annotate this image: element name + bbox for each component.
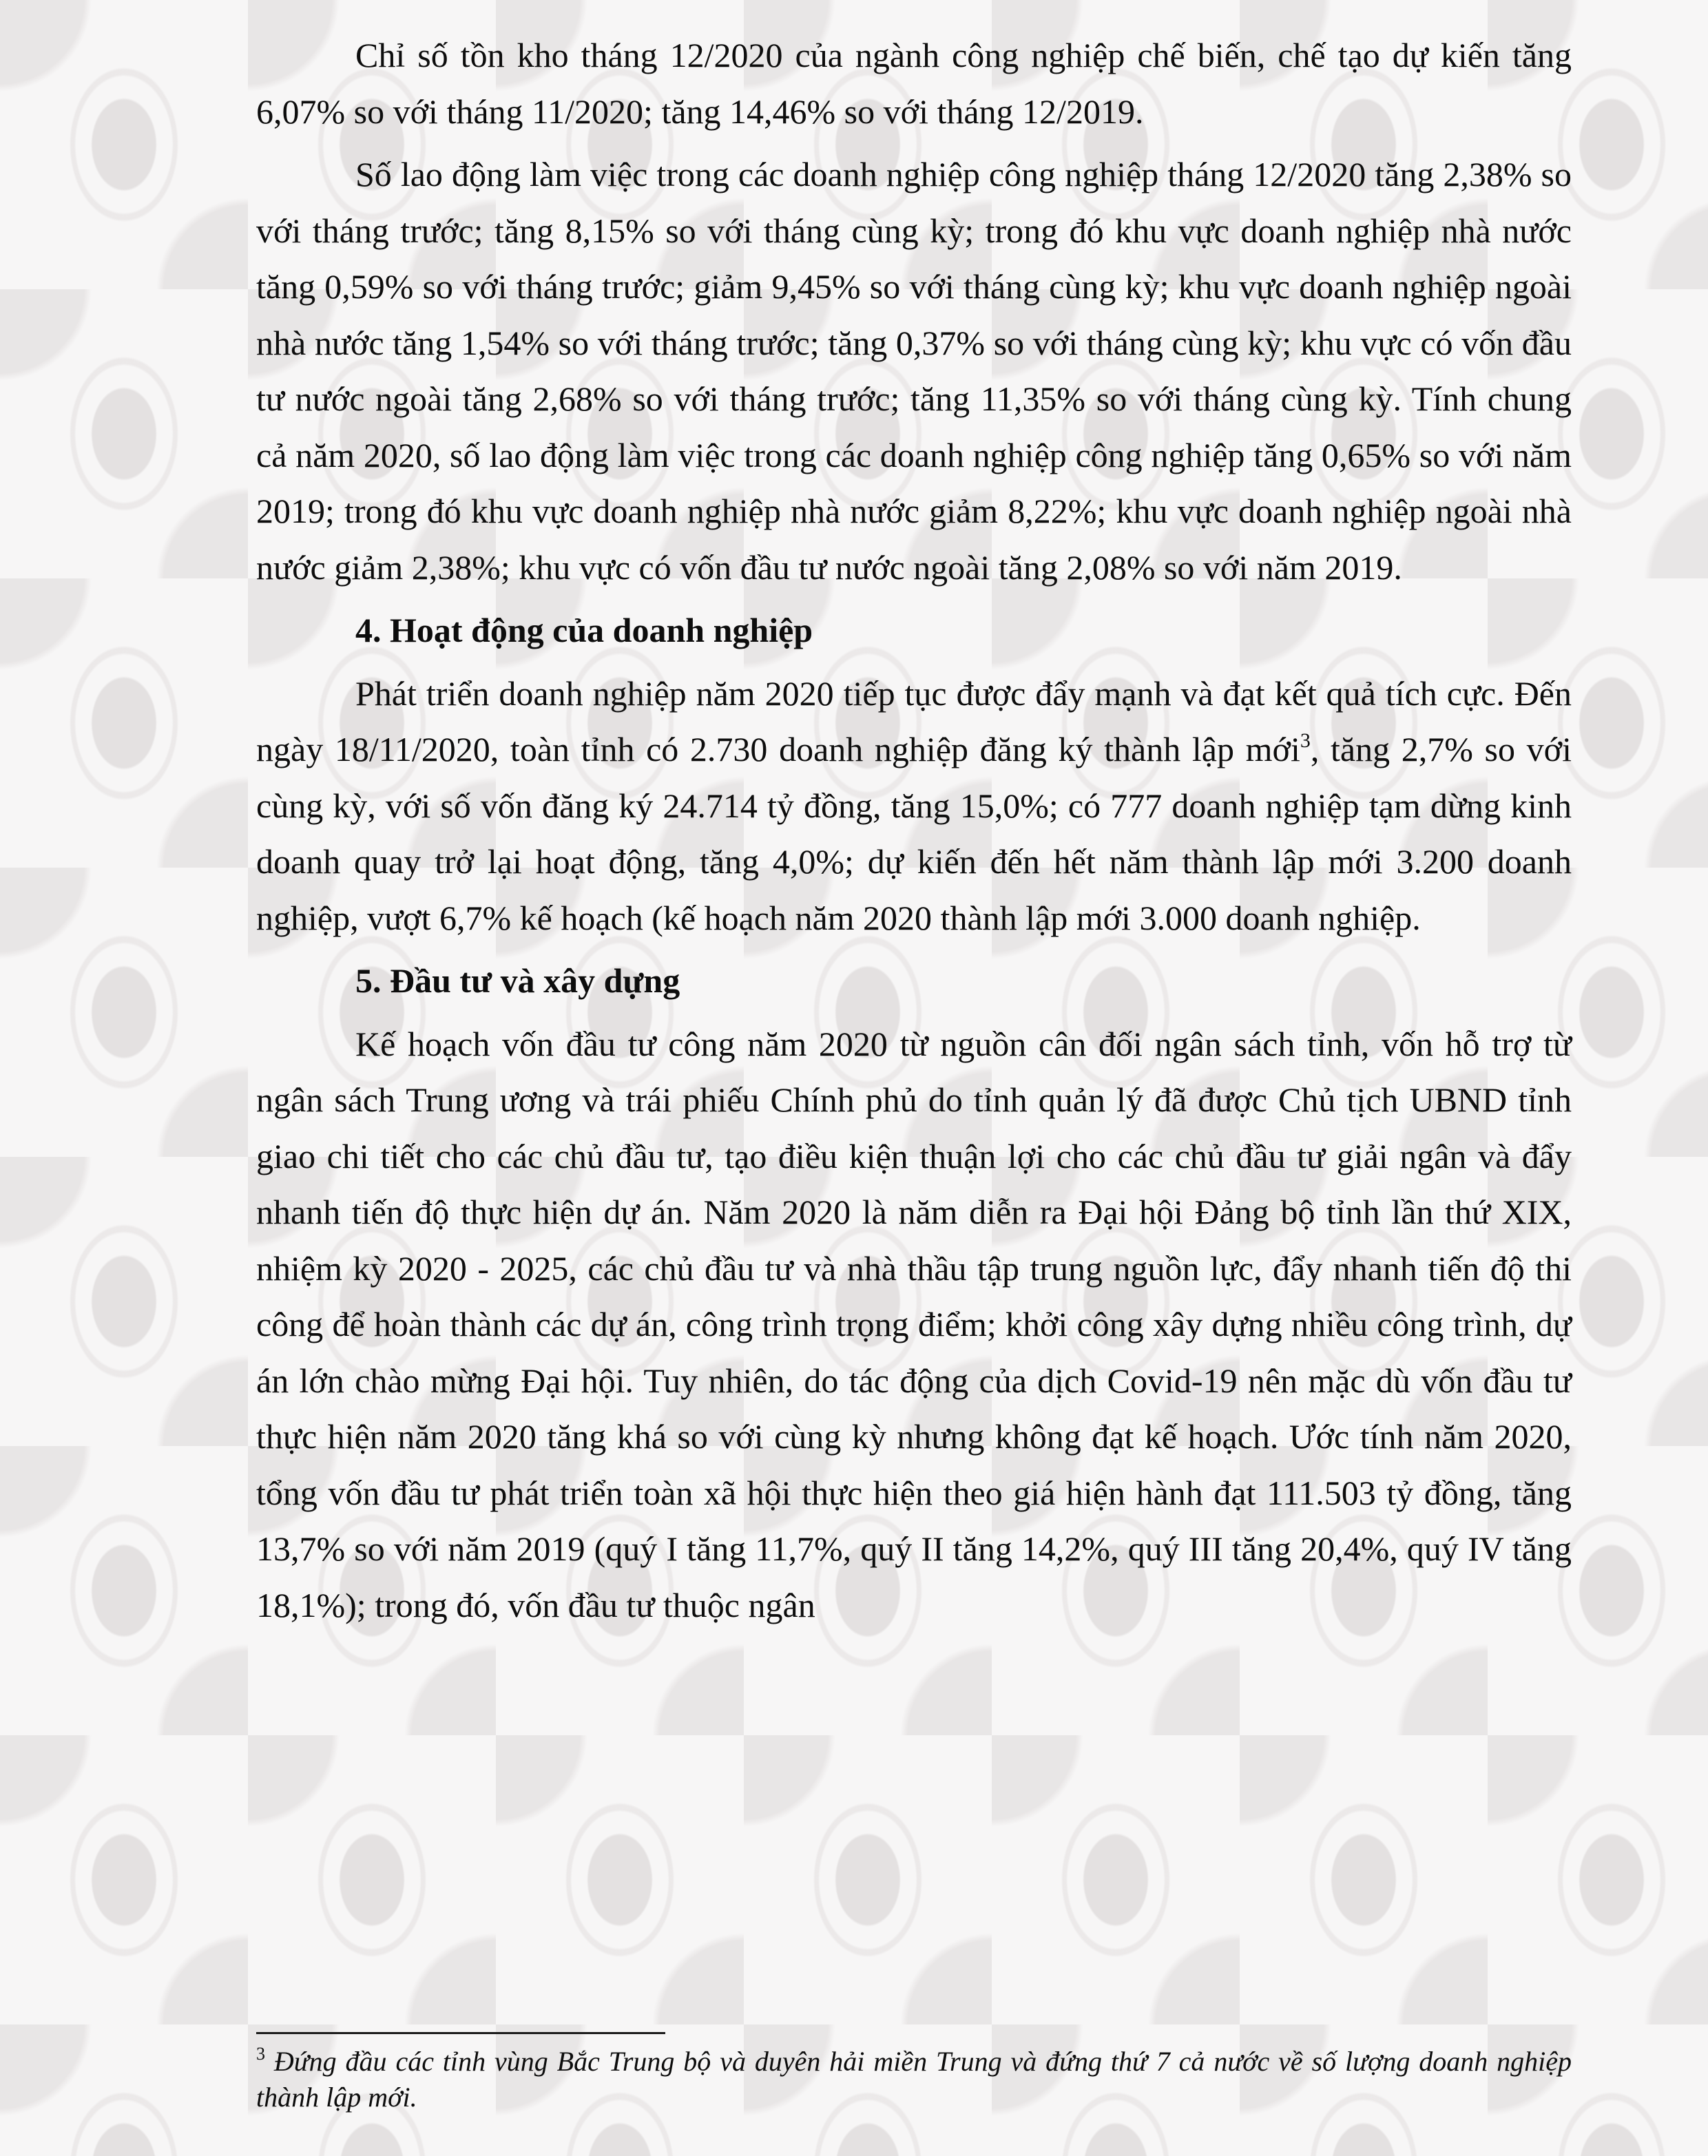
paragraph-industrial-labor: Số lao động làm việc trong các doanh nghiệp công nghiệp tháng 12/2020 tăng 2,38% so với tháng trước; tăng 8,15% so với tháng cùng kỳ; trong đó khu vực doanh nghiệp nhà nước tăng 0,59% so với tháng trước; giảm 9,45% so với tháng cùng kỳ; khu vực doanh nghiệp ngoài nhà nước tăng 1,54% so với tháng trước; tăng 0,37% so với tháng cùng kỳ; khu vực có vốn đầu tư nước ngoài tăng 2,68% so với tháng trước; tăng 11,35% so với tháng cùng kỳ. Tính chung cả năm 2020, số lao động làm việc trong các doanh nghiệp công nghiệp tăng 0,65% so với năm 2019; trong đó khu vực doanh nghiệp nhà nước giảm 8,22%; khu vực doanh nghiệp ngoài nhà nước giảm 2,38%; khu vực có vốn đầu tư nước ngoài tăng 2,08% so với năm 2019. (256, 155, 1572, 587)
paragraph-inventory-index: Chỉ số tồn kho tháng 12/2020 của ngành công nghiệp chế biến, chế tạo dự kiến tăng 6,07% so với tháng 11/2020; tăng 14,46% so với tháng 12/2019. (256, 36, 1572, 131)
paragraph-text-after-footnote: , tăng 2,7% so với cùng kỳ, với số vốn đăng ký 24.714 tỷ đồng, tăng 15,0%; có 777 doanh nghiệp tạm dừng kinh doanh quay trở lại hoạt động, tăng 4,0%; dự kiến đến hết năm thành lập mới 3.200 doanh nghiệp, vượt 6,7% kế hoạch (kế hoạch năm 2020 thành lập mới 3.000 doanh nghiệp. (256, 730, 1572, 937)
document-body (256, 28, 1572, 1640)
footnote (256, 2044, 1572, 2115)
section-heading-enterprise-activity: 4. Hoạt động của doanh nghiệp (355, 611, 813, 649)
paragraph-enterprise-development (256, 666, 1572, 947)
footnote-divider (256, 2032, 665, 2034)
paragraph-text-before-footnote: Phát triển doanh nghiệp năm 2020 tiếp tục được đẩy mạnh và đạt kết quả tích cực. Đến ngày 18/11/2020, toàn tỉnh có 2.730 doanh nghiệp đăng ký thành lập mới (256, 673, 1572, 768)
footnote-reference-marker[interactable]: 3 (1300, 729, 1311, 752)
footnote-text: Đứng đầu các tỉnh vùng Bắc Trung bộ và duyên hải miền Trung và đứng thứ 7 cả nước về số lượng doanh nghiệp thành lập mới. (256, 2046, 1572, 2113)
paragraph-public-investment: Kế hoạch vốn đầu tư công năm 2020 từ nguồn cân đối ngân sách tỉnh, vốn hỗ trợ từ ngân sách Trung ương và trái phiếu Chính phủ do tỉnh quản lý đã được Chủ tịch UBND tỉnh giao chi tiết cho các chủ đầu tư, tạo điều kiện thuận lợi cho các chủ đầu tư giải ngân và đẩy nhanh tiến độ thực hiện dự án. Năm 2020 là năm diễn ra Đại hội Đảng bộ tỉnh lần thứ XIX, nhiệm kỳ 2020 - 2025, các chủ đầu tư và nhà thầu tập trung nguồn lực, đẩy nhanh tiến độ thi công để hoàn thành các dự án, công trình trọng điểm; khởi công xây dựng nhiều công trình, dự án lớn chào mừng Đại hội. Tuy nhiên, do tác động của dịch Covid-19 nên mặc dù vốn đầu tư thực hiện năm 2020 tăng khá so với cùng kỳ nhưng không đạt kế hoạch. Ước tính năm 2020, tổng vốn đầu tư phát triển toàn xã hội thực hiện theo giá hiện hành đạt 111.503 tỷ đồng, tăng 13,7% so với năm 2019 (quý I tăng 11,7%, quý II tăng 14,2%, quý III tăng 20,4%, quý IV tăng 18,1%); trong đó, vốn đầu tư thuộc ngân (256, 1024, 1572, 1624)
section-heading-investment-construction: 5. Đầu tư và xây dựng (355, 961, 680, 1000)
footnote-marker: 3 (256, 2044, 265, 2064)
